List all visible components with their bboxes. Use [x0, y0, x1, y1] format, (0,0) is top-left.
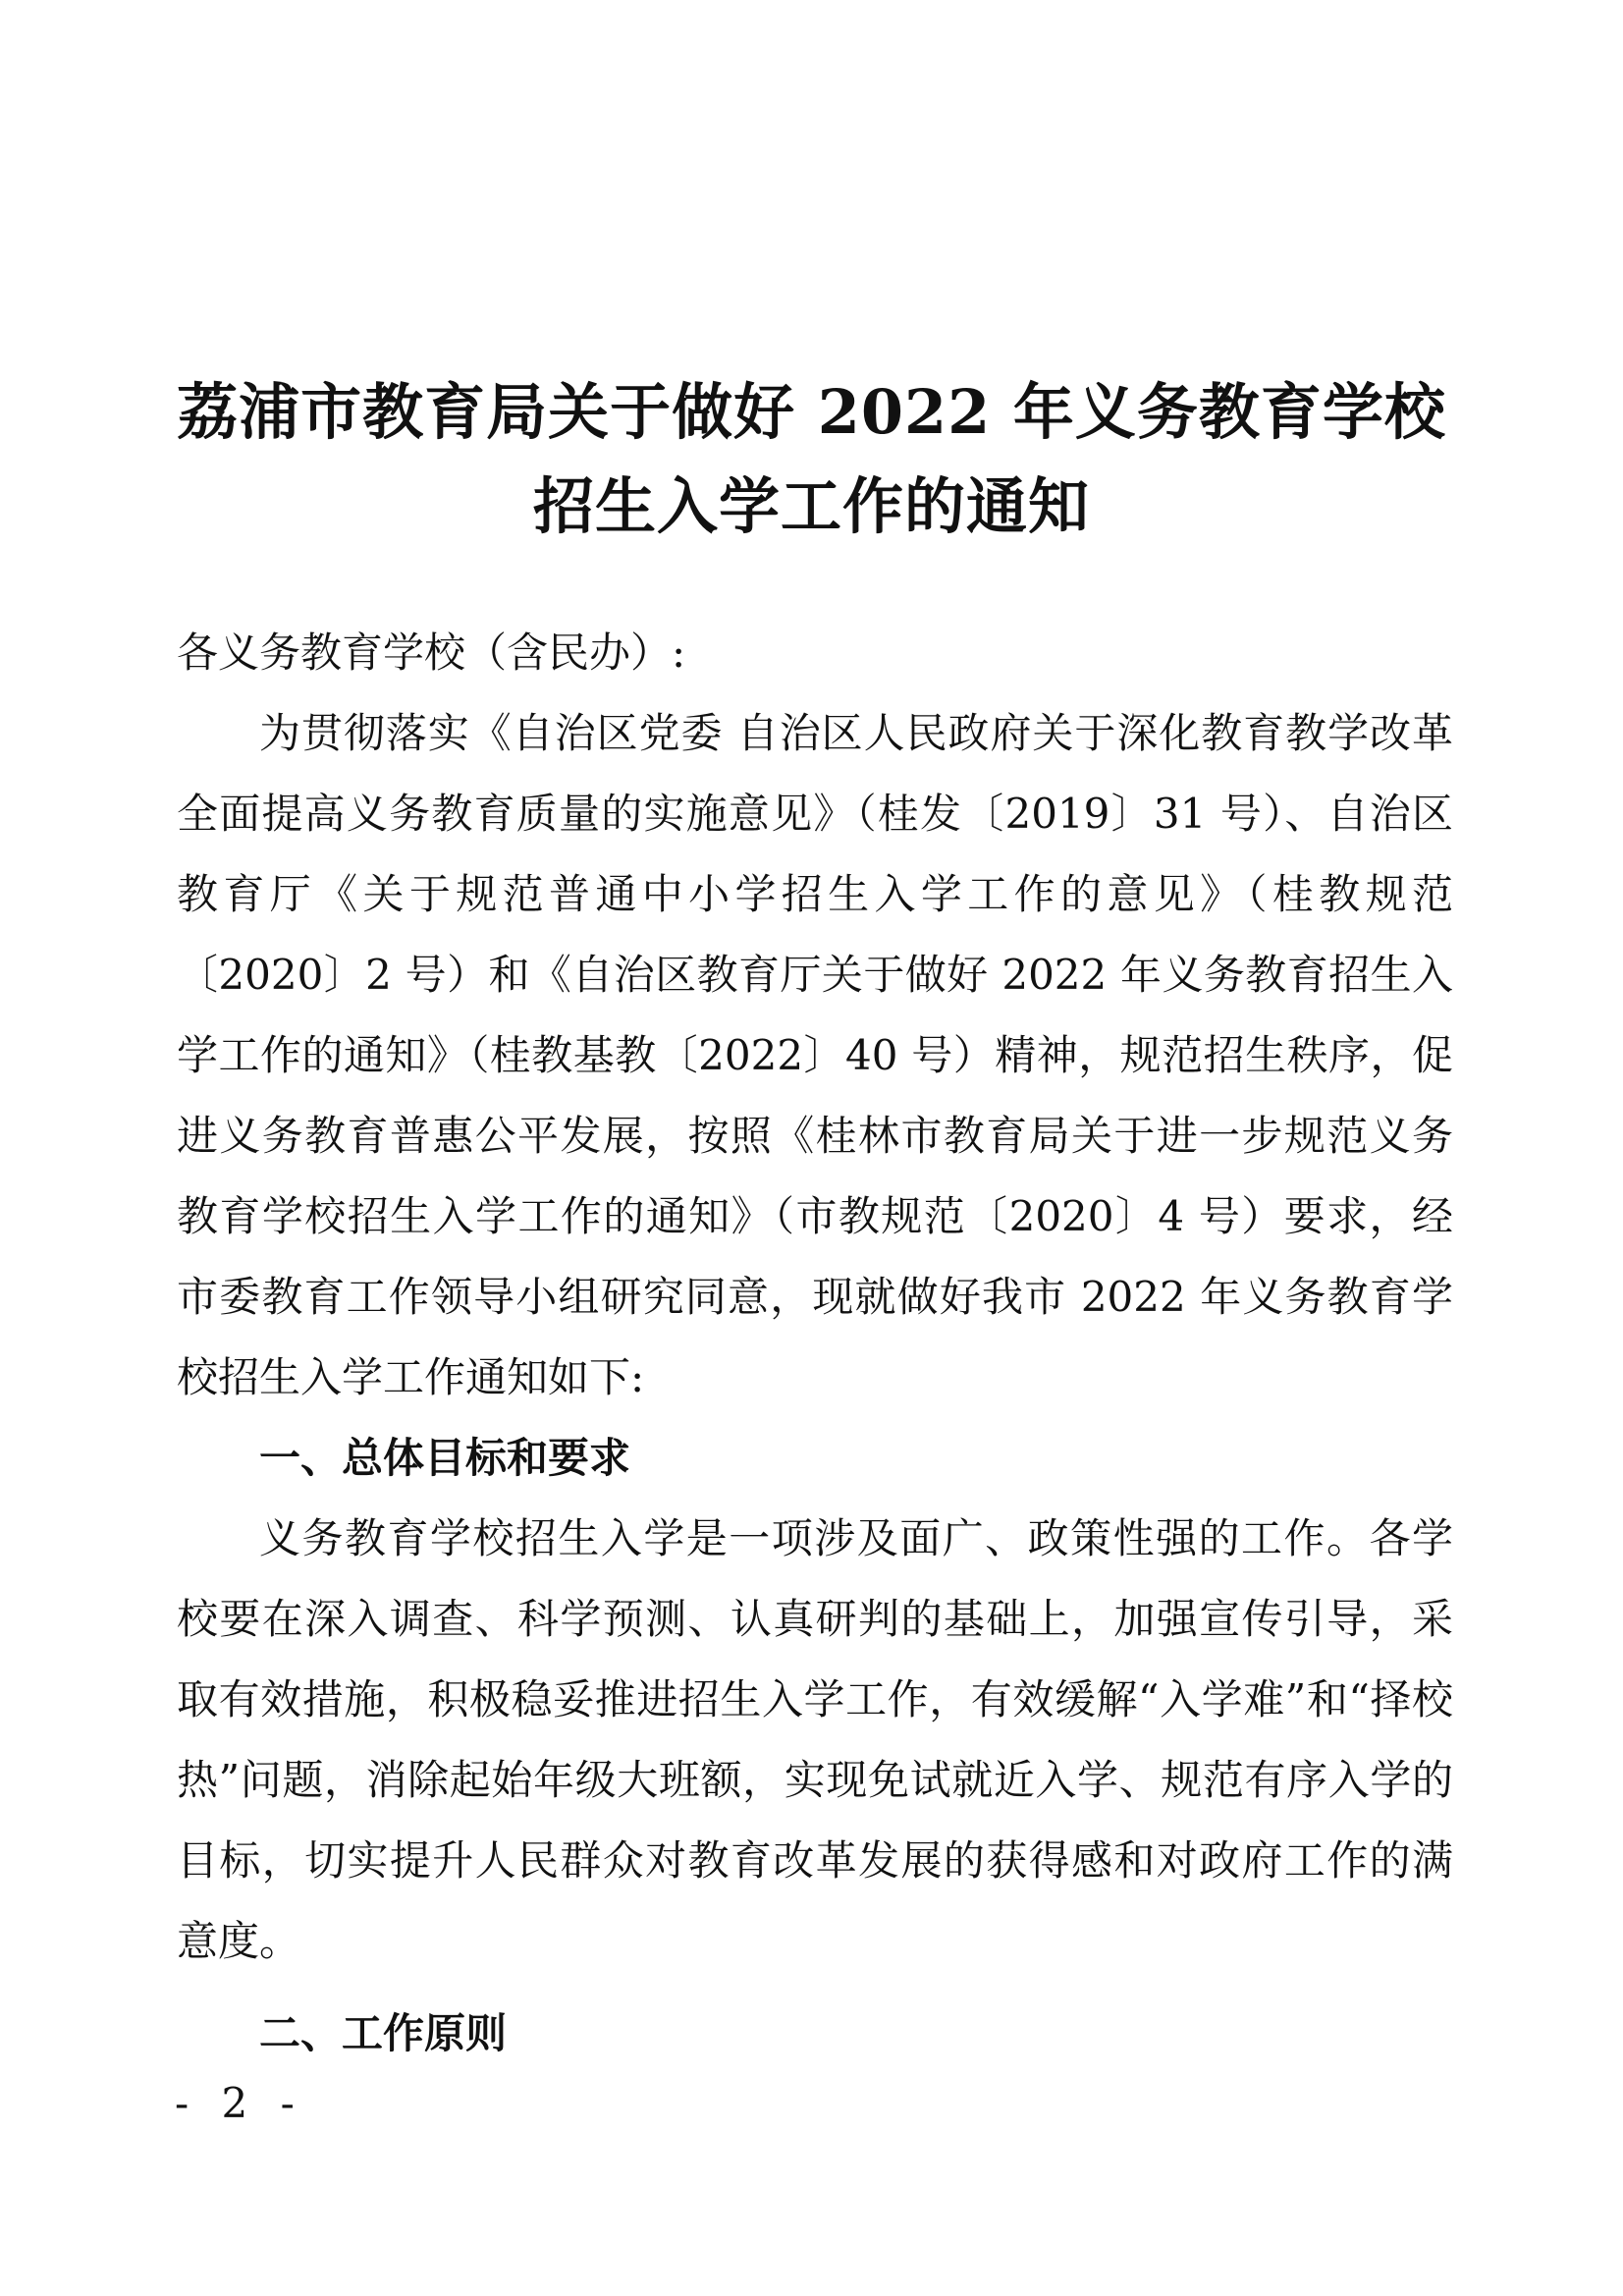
document-title	[147, 365, 1476, 554]
section-2-heading: 二、工作原则	[259, 2009, 508, 2057]
section-gap	[177, 1982, 1453, 1994]
intro-paragraph: 为贯彻落实《自治区党委 自治区人民政府关于深化教育教学改革全面提高义务教育质量的实施意见》（桂发〔2019〕31 号）、自治区教育厅《关于规范普通中小学招生入学工作的意见》（桂教规范〔2020〕2 号）和《自治区教育厅关于做好 2022 年义务教育招生入学工作的通知》（桂教基教〔2022〕40 号）精神，规范招生秩序，促进义务教育普惠公平发展，按照《桂林市教育局关于进一步规范义务教育学校招生入学工作的通知》（市教规范〔2020〕4 号）要求，经市委教育工作领导小组研究同意，现就做好我市 2022 年义务教育学校招生入学工作通知如下:	[177, 709, 1453, 1401]
salutation: 各义务教育学校（含民办）:	[177, 629, 686, 677]
section-1-paragraph: 义务教育学校招生入学是一项涉及面广、政策性强的工作。各学校要在深入调查、科学预测、认真研判的基础上，加强宣传引导，采取有效措施，积极稳妥推进招生入学工作，有效缓解“入学难”和“择校热”问题，消除起始年级大班额，实现免试就近入学、规范有序入学的目标，切实提升人民群众对教育改革发展的获得感和对政府工作的满意度。	[177, 1514, 1453, 1965]
title-line-2: 招生入学工作的通知	[532, 470, 1090, 542]
document-body	[177, 613, 1453, 2074]
section-1-heading: 一、总体目标和要求	[259, 1434, 631, 1482]
title-line-1: 荔浦市教育局关于做好 2022 年义务教育学校	[177, 376, 1446, 448]
page-number: - 2 -	[175, 2079, 304, 2127]
